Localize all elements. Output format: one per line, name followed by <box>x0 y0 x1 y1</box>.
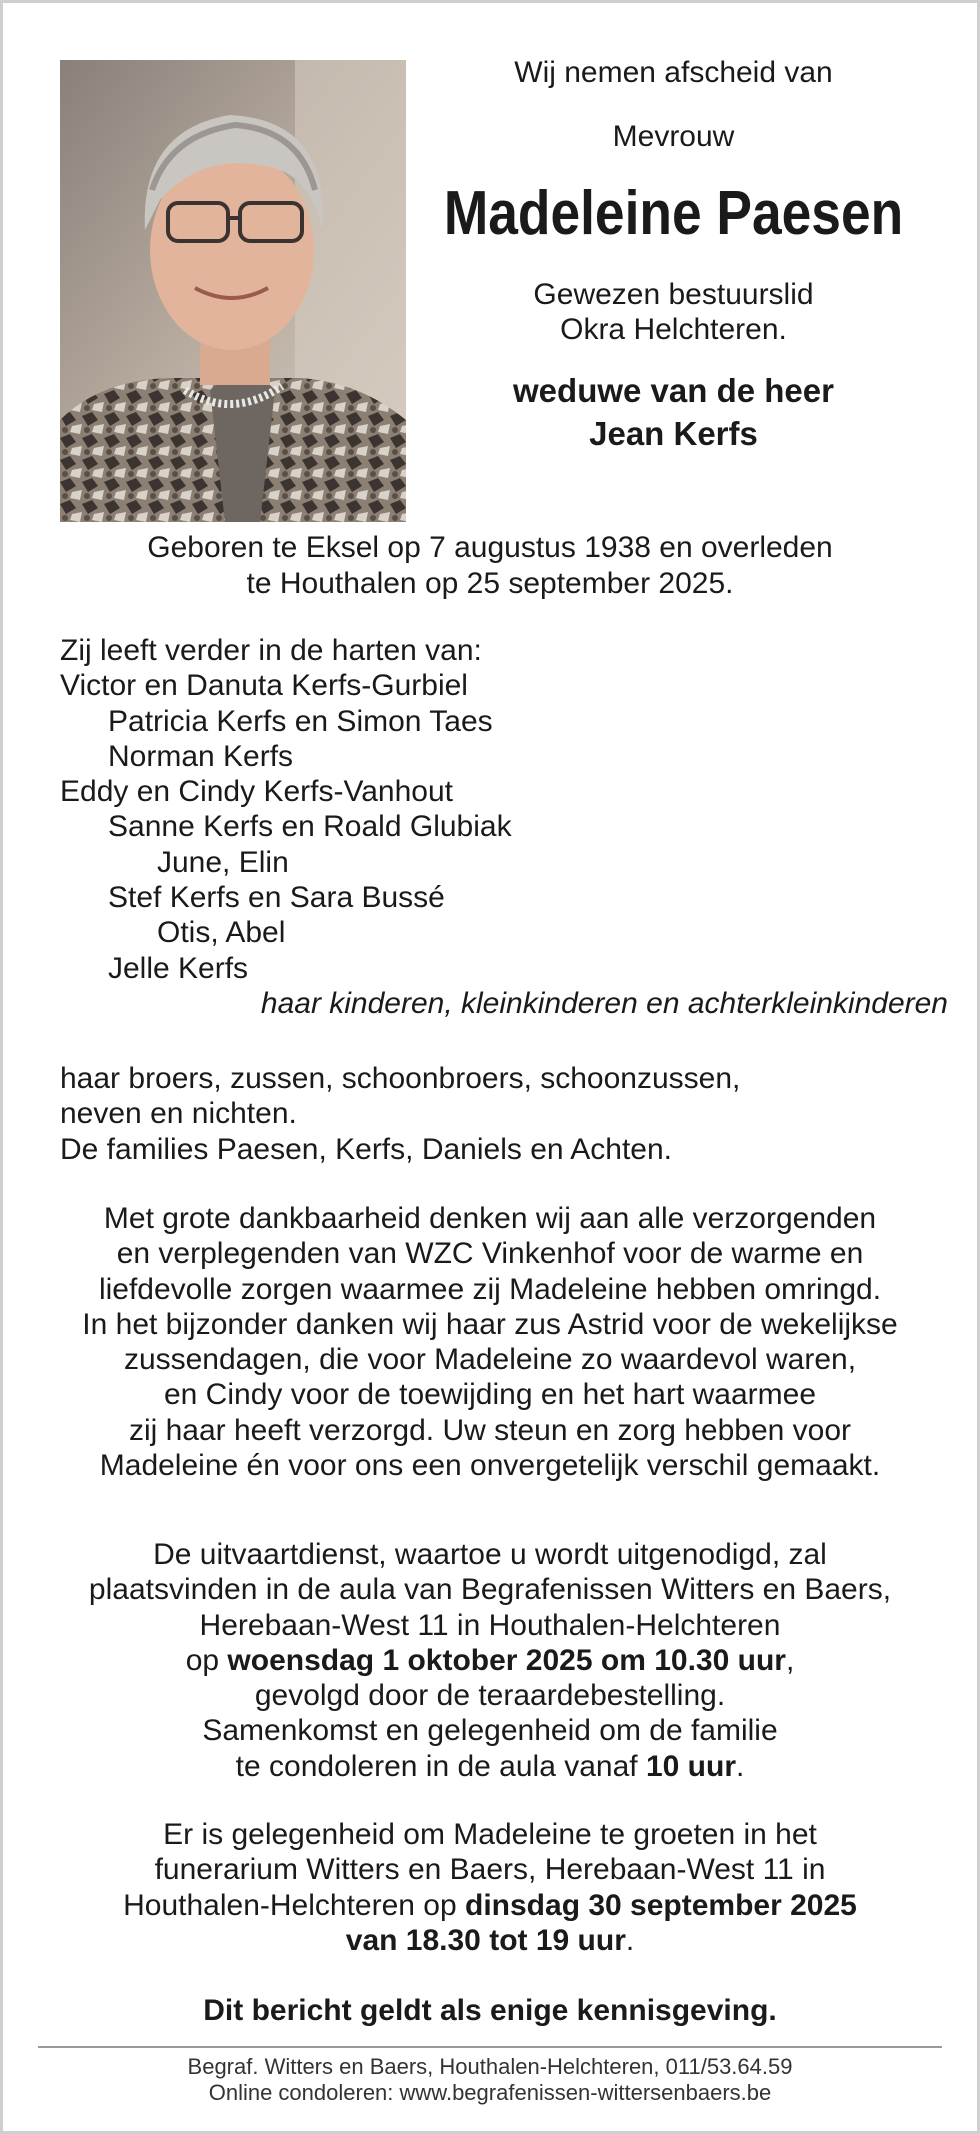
birth-line-1: Geboren te Eksel op 7 augustus 1938 en overleden <box>147 531 833 564</box>
portrait-photo <box>60 60 406 522</box>
visit-line-3 <box>3 1888 977 1923</box>
widow-line-2: Jean Kerfs <box>589 415 758 452</box>
family-member: Otis, Abel <box>157 916 286 950</box>
thanks-line: Madeleine én voor ons een onvergetelijk verschil gemaakt. <box>99 1449 881 1483</box>
family-member: Stef Kerfs en Sara Bussé <box>108 881 445 915</box>
intro-text: Wij nemen afscheid van <box>514 56 833 89</box>
visit-place: Houthalen-Helchteren op <box>123 1888 466 1922</box>
thanks-paragraph <box>3 1201 977 1483</box>
family-member: Jelle Kerfs <box>108 951 249 985</box>
thanks-line: Met grote dankbaarheid denken wij aan alle verzorgenden <box>103 1202 877 1235</box>
family-member: Norman Kerfs <box>108 739 294 773</box>
family-member: Patricia Kerfs en Simon Taes <box>108 704 493 738</box>
visit-line-4 <box>3 1923 977 1958</box>
service-date-suffix: , <box>785 1643 795 1677</box>
family-member: Victor en Danuta Kerfs-Gurbiel <box>60 669 468 703</box>
service-line-5: gevolgd door de teraardebestelling. <box>254 1679 726 1713</box>
birth-death-info <box>3 530 977 602</box>
condole-suffix: . <box>736 1749 745 1783</box>
funeral-home-contact: Begraf. Witters en Baers, Houthalen-Helchteren, 011/53.64.59 <box>187 2054 793 2079</box>
family-list <box>60 633 950 1021</box>
condole-prefix: te condoleren in de aula vanaf <box>235 1749 646 1783</box>
relatives-line-3: De families Paesen, Kerfs, Daniels en Achten. <box>60 1132 672 1166</box>
footer-divider <box>38 2046 942 2048</box>
visit-line-2: funerarium Witters en Baers, Herebaan-West 11 in <box>154 1853 826 1887</box>
thanks-line: en verplegenden van WZC Vinkenhof voor de warme en <box>116 1237 864 1271</box>
visit-time-suffix: . <box>625 1923 635 1957</box>
family-summary: haar kinderen, kleinkinderen en achterkleinkinderen <box>260 986 948 1020</box>
online-condolence-link[interactable]: Online condoleren: www.begrafenissen-wittersenbaers.be <box>208 2080 772 2105</box>
thanks-line: zij haar heeft verzorgd. Uw steun en zorg hebben voor <box>128 1413 852 1447</box>
condole-time: 10 uur <box>645 1749 736 1783</box>
family-intro: Zij leeft verder in de harten van: <box>60 634 482 667</box>
service-line-1: De uitvaartdienst, waartoe u wordt uitgenodigd, zal <box>153 1538 827 1571</box>
relatives-line-2: neven en nichten. <box>60 1097 297 1131</box>
role-line-1: Gewezen bestuurslid <box>533 278 814 311</box>
header-block <box>406 53 941 455</box>
service-line-2: plaatsvinden in de aula van Begrafenissen Witters en Baers, <box>88 1573 892 1607</box>
role-line-2: Okra Helchteren. <box>560 313 787 346</box>
footer <box>3 2054 977 2106</box>
widow-line-1: weduwe van de heer <box>513 372 834 409</box>
thanks-line: zussendagen, die voor Madeleine zo waardevol waren, <box>123 1343 857 1377</box>
service-date-line <box>3 1643 977 1678</box>
funeral-service-info <box>3 1537 977 1784</box>
relatives-block <box>60 1061 950 1167</box>
family-member: June, Elin <box>157 845 289 879</box>
visitation-info <box>3 1817 977 1958</box>
visit-line-1: Er is gelegenheid om Madeleine te groeten in het <box>163 1818 817 1851</box>
birth-line-2: te Houthalen op 25 september 2025. <box>246 567 734 600</box>
thanks-line: en Cindy voor de toewijding en het hart waarmee <box>163 1378 817 1412</box>
family-member: Sanne Kerfs en Roald Glubiak <box>108 810 512 844</box>
service-line-3: Herebaan-West 11 in Houthalen-Helchteren <box>199 1608 781 1642</box>
thanks-line: liefdevolle zorgen waarmee zij Madeleine hebben omringd. <box>98 1272 882 1306</box>
salutation: Mevrouw <box>612 120 735 153</box>
visit-time: van 18.30 tot 19 uur <box>345 1923 626 1957</box>
service-date-prefix: op <box>185 1643 228 1677</box>
condole-line <box>3 1749 977 1784</box>
notice-statement: Dit bericht geldt als enige kennisgeving. <box>203 1994 777 2027</box>
family-member: Eddy en Cindy Kerfs-Vanhout <box>60 775 454 809</box>
service-date: woensdag 1 oktober 2025 om 10.30 uur <box>227 1643 786 1677</box>
service-line-6: Samenkomst en gelegenheid om de familie <box>202 1714 778 1748</box>
thanks-line: In het bijzonder danken wij haar zus Astrid voor de wekelijkse <box>82 1307 898 1341</box>
deceased-name: Madeleine Paesen <box>443 179 904 248</box>
visit-date: dinsdag 30 september 2025 <box>465 1888 857 1922</box>
relatives-line-1: haar broers, zussen, schoonbroers, schoonzussen, <box>60 1062 741 1095</box>
